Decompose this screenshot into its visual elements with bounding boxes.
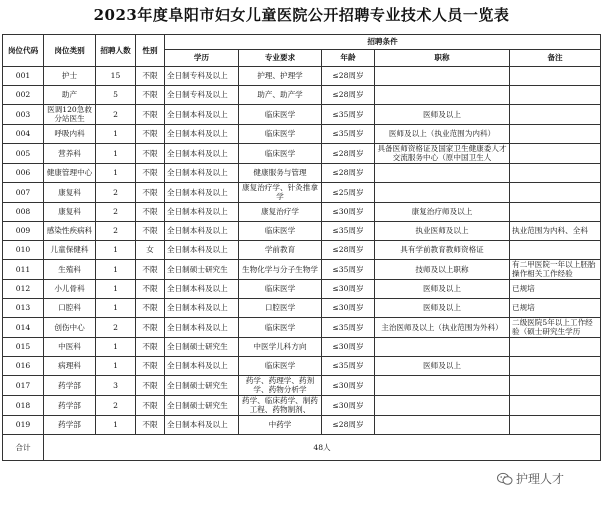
cell-category: 儿童保健科 <box>44 240 96 259</box>
cell-education: 全日制本科及以上 <box>165 202 239 221</box>
cell-remark <box>510 163 601 182</box>
cell-major: 生物化学与分子生物学 <box>239 259 322 279</box>
table-row <box>3 356 601 375</box>
table-body <box>3 67 601 435</box>
cell-count: 2 <box>96 221 136 240</box>
cell-count: 2 <box>96 395 136 415</box>
cell-education: 全日制本科及以上 <box>165 124 239 143</box>
cell-age: ≤28周岁 <box>322 143 375 163</box>
cell-category: 康复科 <box>44 202 96 221</box>
cell-gender: 不限 <box>136 259 165 279</box>
cell-gender: 不限 <box>136 124 165 143</box>
cell-major: 临床医学 <box>239 124 322 143</box>
total-value: 48人 <box>44 434 601 460</box>
cell-major: 康复治疗学 <box>239 202 322 221</box>
cell-gender: 不限 <box>136 415 165 434</box>
cell-code: 008 <box>3 202 44 221</box>
cell-major: 康复治疗学、针灸推拿学 <box>239 182 322 202</box>
cell-title: 医师及以上 <box>375 105 510 125</box>
cell-education: 全日制本科及以上 <box>165 143 239 163</box>
cell-title: 医师及以上 <box>375 298 510 317</box>
header-conditions: 招聘条件 <box>165 35 601 50</box>
cell-title: 具有学前教育教师资格证 <box>375 240 510 259</box>
cell-education: 全日制本科及以上 <box>165 163 239 182</box>
cell-education: 全日制专科及以上 <box>165 67 239 86</box>
cell-remark: 执业范围为内科、全科 <box>510 221 601 240</box>
header-category: 岗位类别 <box>44 35 96 67</box>
cell-code: 010 <box>3 240 44 259</box>
cell-age: ≤30周岁 <box>322 298 375 317</box>
cell-code: 016 <box>3 356 44 375</box>
cell-education: 全日制本科及以上 <box>165 182 239 202</box>
table-row <box>3 375 601 395</box>
cell-age: ≤30周岁 <box>322 202 375 221</box>
cell-code: 003 <box>3 105 44 125</box>
cell-age: ≤28周岁 <box>322 67 375 86</box>
cell-code: 012 <box>3 279 44 298</box>
table-row <box>3 298 601 317</box>
cell-title <box>375 182 510 202</box>
cell-age: ≤28周岁 <box>322 163 375 182</box>
cell-title <box>375 86 510 105</box>
cell-count: 1 <box>96 163 136 182</box>
cell-major: 药学、临床药学、制药工程、药物制剂、 <box>239 395 322 415</box>
cell-title: 医师及以上 <box>375 279 510 298</box>
table-row <box>3 240 601 259</box>
cell-title <box>375 163 510 182</box>
cell-major: 临床医学 <box>239 143 322 163</box>
cell-major: 护理、护理学 <box>239 67 322 86</box>
cell-education: 全日制专科及以上 <box>165 86 239 105</box>
cell-major: 中医学儿科方向 <box>239 337 322 356</box>
cell-age: ≤35周岁 <box>322 317 375 337</box>
cell-count: 3 <box>96 375 136 395</box>
cell-count: 1 <box>96 337 136 356</box>
cell-education: 全日制硕士研究生 <box>165 259 239 279</box>
cell-gender: 女 <box>136 240 165 259</box>
cell-title <box>375 395 510 415</box>
cell-code: 006 <box>3 163 44 182</box>
table-row <box>3 415 601 434</box>
cell-gender: 不限 <box>136 337 165 356</box>
total-label: 合计 <box>3 434 44 460</box>
cell-age: ≤28周岁 <box>322 415 375 434</box>
cell-major: 药学、药理学、药剂学、药物分析学 <box>239 375 322 395</box>
cell-age: ≤35周岁 <box>322 105 375 125</box>
cell-title: 康复治疗师及以上 <box>375 202 510 221</box>
cell-title: 具备医师资格证及国家卫生健康委人才交流服务中心（原中国卫生人 <box>375 143 510 163</box>
header-title: 职称 <box>375 50 510 67</box>
cell-remark: 已规培 <box>510 298 601 317</box>
watermark-text: 护理人才 <box>516 472 565 486</box>
cell-remark <box>510 415 601 434</box>
cell-gender: 不限 <box>136 105 165 125</box>
cell-remark <box>510 356 601 375</box>
cell-category: 口腔科 <box>44 298 96 317</box>
cell-gender: 不限 <box>136 375 165 395</box>
watermark <box>497 470 564 487</box>
header-education: 学历 <box>165 50 239 67</box>
cell-age: ≤28周岁 <box>322 86 375 105</box>
cell-count: 2 <box>96 202 136 221</box>
cell-major: 中药学 <box>239 415 322 434</box>
cell-education: 全日制本科及以上 <box>165 415 239 434</box>
recruitment-table <box>2 34 601 461</box>
total-row <box>3 434 601 460</box>
cell-age: ≤35周岁 <box>322 259 375 279</box>
cell-age: ≤35周岁 <box>322 356 375 375</box>
header-gender: 性别 <box>136 35 165 67</box>
table-row <box>3 124 601 143</box>
table-row <box>3 67 601 86</box>
cell-major: 临床医学 <box>239 356 322 375</box>
cell-education: 全日制本科及以上 <box>165 356 239 375</box>
cell-count: 1 <box>96 298 136 317</box>
cell-education: 全日制硕士研究生 <box>165 395 239 415</box>
cell-age: ≤30周岁 <box>322 337 375 356</box>
cell-age: ≤28周岁 <box>322 240 375 259</box>
cell-gender: 不限 <box>136 279 165 298</box>
cell-major: 临床医学 <box>239 279 322 298</box>
page-title: 2023年度阜阳市妇女儿童医院公开招聘专业技术人员一览表 <box>93 6 510 24</box>
table-row <box>3 202 601 221</box>
cell-category: 感染性疾病科 <box>44 221 96 240</box>
cell-code: 007 <box>3 182 44 202</box>
cell-title: 技师及以上职称 <box>375 259 510 279</box>
cell-education: 全日制本科及以上 <box>165 105 239 125</box>
cell-code: 018 <box>3 395 44 415</box>
cell-education: 全日制本科及以上 <box>165 298 239 317</box>
cell-remark: 二级医院5年以上工作经验（硕士研究生学历 <box>510 317 601 337</box>
cell-category: 创伤中心 <box>44 317 96 337</box>
cell-major: 学前教育 <box>239 240 322 259</box>
cell-age: ≤30周岁 <box>322 279 375 298</box>
cell-count: 2 <box>96 105 136 125</box>
cell-category: 生殖科 <box>44 259 96 279</box>
cell-code: 001 <box>3 67 44 86</box>
table-row <box>3 337 601 356</box>
cell-gender: 不限 <box>136 395 165 415</box>
cell-education: 全日制硕士研究生 <box>165 375 239 395</box>
header-count: 招聘人数 <box>96 35 136 67</box>
cell-major: 临床医学 <box>239 105 322 125</box>
cell-code: 009 <box>3 221 44 240</box>
cell-code: 005 <box>3 143 44 163</box>
cell-title <box>375 337 510 356</box>
table-row <box>3 143 601 163</box>
cell-remark <box>510 337 601 356</box>
cell-education: 全日制硕士研究生 <box>165 337 239 356</box>
cell-category: 护士 <box>44 67 96 86</box>
cell-category: 药学部 <box>44 415 96 434</box>
cell-remark <box>510 67 601 86</box>
cell-gender: 不限 <box>136 143 165 163</box>
cell-remark <box>510 105 601 125</box>
cell-category: 药学部 <box>44 375 96 395</box>
header-age: 年龄 <box>322 50 375 67</box>
cell-age: ≤30周岁 <box>322 375 375 395</box>
cell-code: 015 <box>3 337 44 356</box>
cell-major: 口腔医学 <box>239 298 322 317</box>
cell-count: 2 <box>96 182 136 202</box>
cell-category: 健康管理中心 <box>44 163 96 182</box>
cell-age: ≤35周岁 <box>322 221 375 240</box>
cell-category: 药学部 <box>44 395 96 415</box>
cell-remark <box>510 375 601 395</box>
header-row-1 <box>3 35 601 50</box>
cell-title <box>375 67 510 86</box>
cell-gender: 不限 <box>136 317 165 337</box>
table-row <box>3 221 601 240</box>
cell-category: 呼吸内科 <box>44 124 96 143</box>
cell-remark <box>510 143 601 163</box>
cell-title <box>375 375 510 395</box>
cell-gender: 不限 <box>136 356 165 375</box>
cell-gender: 不限 <box>136 163 165 182</box>
table-row <box>3 105 601 125</box>
cell-category: 医调120急救分站医生 <box>44 105 96 125</box>
cell-education: 全日制本科及以上 <box>165 221 239 240</box>
cell-title: 执业医师及以上 <box>375 221 510 240</box>
cell-gender: 不限 <box>136 202 165 221</box>
header-remark: 备注 <box>510 50 601 67</box>
cell-code: 013 <box>3 298 44 317</box>
cell-category: 康复科 <box>44 182 96 202</box>
cell-category: 小儿骨科 <box>44 279 96 298</box>
cell-gender: 不限 <box>136 182 165 202</box>
cell-code: 002 <box>3 86 44 105</box>
cell-count: 1 <box>96 240 136 259</box>
cell-title: 医师及以上 <box>375 356 510 375</box>
cell-major: 助产、助产学 <box>239 86 322 105</box>
cell-major: 临床医学 <box>239 317 322 337</box>
cell-title: 医师及以上（执业范围为内科） <box>375 124 510 143</box>
cell-category: 营养科 <box>44 143 96 163</box>
cell-gender: 不限 <box>136 67 165 86</box>
cell-remark <box>510 86 601 105</box>
cell-count: 1 <box>96 415 136 434</box>
cell-age: ≤35周岁 <box>322 124 375 143</box>
table-row <box>3 279 601 298</box>
cell-gender: 不限 <box>136 86 165 105</box>
cell-category: 中医科 <box>44 337 96 356</box>
cell-remark: 已规培 <box>510 279 601 298</box>
table-row <box>3 182 601 202</box>
cell-remark <box>510 124 601 143</box>
table-row <box>3 395 601 415</box>
cell-code: 004 <box>3 124 44 143</box>
header-major: 专业要求 <box>239 50 322 67</box>
table-row <box>3 163 601 182</box>
cell-code: 011 <box>3 259 44 279</box>
cell-title <box>375 415 510 434</box>
cell-age: ≤30周岁 <box>322 395 375 415</box>
cell-remark <box>510 395 601 415</box>
cell-major: 健康服务与管理 <box>239 163 322 182</box>
cell-code: 019 <box>3 415 44 434</box>
cell-remark: 有二甲医院一年以上胚胎操作相关工作经验 <box>510 259 601 279</box>
cell-count: 1 <box>96 259 136 279</box>
cell-gender: 不限 <box>136 221 165 240</box>
cell-count: 1 <box>96 356 136 375</box>
table-row <box>3 317 601 337</box>
cell-count: 1 <box>96 279 136 298</box>
wechat-icon <box>497 472 513 486</box>
cell-count: 2 <box>96 317 136 337</box>
cell-count: 1 <box>96 124 136 143</box>
cell-age: ≤25周岁 <box>322 182 375 202</box>
cell-education: 全日制本科及以上 <box>165 279 239 298</box>
cell-education: 全日制本科及以上 <box>165 317 239 337</box>
cell-category: 病理科 <box>44 356 96 375</box>
cell-title: 主治医师及以上（执业范围为外科） <box>375 317 510 337</box>
cell-count: 5 <box>96 86 136 105</box>
cell-gender: 不限 <box>136 298 165 317</box>
table-row <box>3 259 601 279</box>
header-code: 岗位代码 <box>3 35 44 67</box>
cell-remark <box>510 182 601 202</box>
cell-remark <box>510 202 601 221</box>
cell-remark <box>510 240 601 259</box>
cell-major: 临床医学 <box>239 221 322 240</box>
cell-education: 全日制本科及以上 <box>165 240 239 259</box>
cell-code: 017 <box>3 375 44 395</box>
table-row <box>3 86 601 105</box>
cell-code: 014 <box>3 317 44 337</box>
cell-count: 15 <box>96 67 136 86</box>
cell-category: 助产 <box>44 86 96 105</box>
cell-count: 1 <box>96 143 136 163</box>
